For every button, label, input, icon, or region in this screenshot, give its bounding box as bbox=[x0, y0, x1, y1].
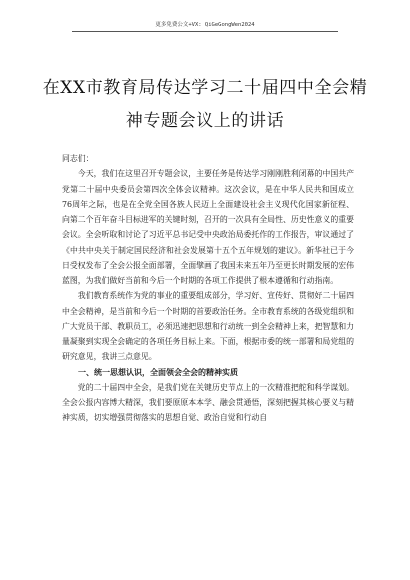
header-note: 更多免费公文+VX: QiGeGongWen2024 bbox=[155, 22, 255, 28]
header-divider bbox=[72, 31, 338, 32]
title-line-1: 在XX市教育局传达学习二十届四中全会精 bbox=[42, 78, 368, 98]
body-paragraph-1: 今天，我们在这里召开专题会议，主要任务是传达学习刚刚胜利闭幕的中国共产党第二十届中央委员会第四次全体会议精神。这次会议，是在中华人民共和国成立76周年之际，也是在全党全国各族人民迈上全面建设社会主义现代化国家新征程、向第二个百年奋斗目标进军的关键时刻，召开的一次具有全局性、历史性意义的重要会议。全会听取和讨论了习近平总书记受中央政治局委托作的工作报告，审议通过了《中共中央关于制定国民经济和社会发展第十五个五年规划的建议》。新华社已于今日受权发布了全会公报全面部署，全面擘画了我国未来五年乃至更长时期发展的宏伟蓝图，为我们做好当前和今后一个时期的各项工作提供了根本遵循和行动指南。 bbox=[62, 169, 354, 285]
section-1-paragraph: 党的二十届四中全会，是我们党在关键历史节点上的一次精准把舵和科学谋划。全会公报内容博大精深，我们要原原本本学、融会贯通悟，深刻把握其核心要义与精神实质，切实增强贯彻落实的思想自觉、政治自觉和行动自 bbox=[62, 382, 354, 423]
salutation: 同志们： bbox=[62, 154, 94, 163]
title-line-2: 神专题会议上的讲话 bbox=[125, 111, 285, 131]
body-paragraph-2: 我们教育系统作为党的事业的重要组成部分，学习好、宣传好、贯彻好二十届四中全会精神，是当前和今后一个时期的首要政治任务。全市教育系统的各级党组织和广大党员干部、教职员工，必须迅速把思想和行动统一到全会精神上来，把智慧和力量凝聚到实现全会确定的各项任务目标上来。下面，根据市委的统一部署和局党组的研究意见，我讲三点意见。 bbox=[62, 291, 354, 362]
document-body bbox=[62, 151, 354, 426]
section-heading-1: 一、统一思想认识，全面领会全会的精神实质 bbox=[78, 367, 238, 377]
document-title bbox=[28, 72, 382, 138]
